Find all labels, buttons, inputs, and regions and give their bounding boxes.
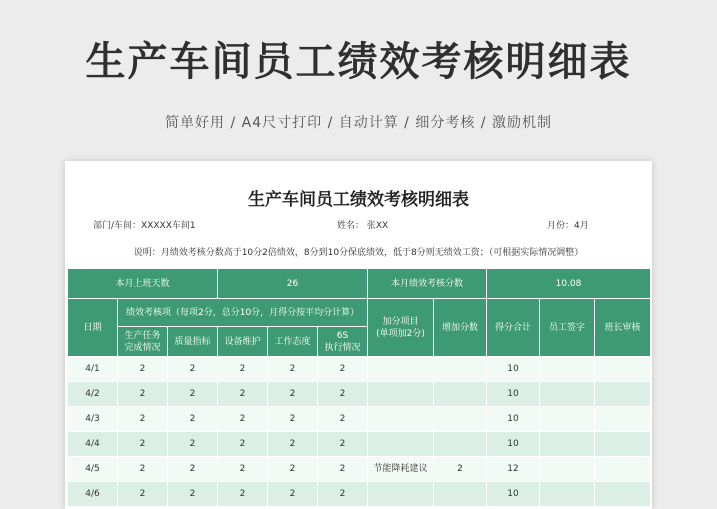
col-quality: 质量指标 [168,327,218,357]
cell-added[interactable] [434,407,487,432]
cell-date: 4/4 [68,432,118,457]
cell-added[interactable] [434,382,487,407]
col-bonus-item [368,299,434,357]
cell-quality[interactable]: 2 [168,457,218,482]
task-line-2: 完成情况 [124,342,161,353]
cell-maintenance[interactable]: 2 [218,357,268,382]
cell-staff-sign[interactable] [540,482,595,507]
table-row [68,457,651,482]
table-row [68,482,651,507]
cell-attitude[interactable]: 2 [268,382,318,407]
cell-quality[interactable]: 2 [168,432,218,457]
cell-six-s[interactable]: 2 [318,407,368,432]
col-total: 得分合计 [487,299,540,357]
cell-added[interactable]: 2 [434,457,487,482]
cell-bonus-item[interactable] [368,407,434,432]
month-field: 月份：4月 [547,221,589,231]
cell-attitude[interactable]: 2 [268,457,318,482]
cell-leader-review[interactable] [595,457,651,482]
col-maintenance: 设备维护 [218,327,268,357]
cell-total: 10 [487,382,540,407]
cell-total: 10 [487,357,540,382]
cell-six-s[interactable]: 2 [318,457,368,482]
cell-staff-sign[interactable] [540,457,595,482]
cell-maintenance[interactable]: 2 [218,407,268,432]
col-six-s [318,327,368,357]
cell-bonus-item[interactable]: 节能降耗建议 [368,457,434,482]
cell-leader-review[interactable] [595,357,651,382]
cell-staff-sign[interactable] [540,382,595,407]
col-leader-review: 班长审核 [595,299,651,357]
cell-attitude[interactable]: 2 [268,482,318,507]
col-items-group: 绩效考核项（每项2分，总分10分，月得分按平均分计算） [118,299,368,327]
cell-date: 4/6 [68,482,118,507]
col-task [118,327,168,357]
table-row [68,432,651,457]
cell-staff-sign[interactable] [540,432,595,457]
days-label: 本月上班天数 [68,269,218,299]
cell-maintenance[interactable]: 2 [218,382,268,407]
score-value[interactable]: 10.08 [487,269,651,299]
score-label: 本月绩效考核分数 [368,269,487,299]
cell-quality[interactable]: 2 [168,482,218,507]
cell-total: 10 [487,482,540,507]
cell-added[interactable] [434,357,487,382]
sheet-note: 说明：月绩效考核分数高于10分2倍绩效，8分到10分保底绩效，低于8分则无绩效工资；（可根据实际情况调整） [133,248,584,258]
cell-six-s[interactable]: 2 [318,357,368,382]
page-subtitle: 简单好用 / A4尺寸打印 / 自动计算 / 细分考核 / 激励机制 [165,115,552,131]
cell-bonus-item[interactable] [368,432,434,457]
cell-bonus-item[interactable] [368,382,434,407]
cell-added[interactable] [434,482,487,507]
sheet-title: 生产车间员工绩效考核明细表 [248,190,469,210]
six-s-line-1: 6S [336,330,349,341]
cell-quality[interactable]: 2 [168,407,218,432]
cell-staff-sign[interactable] [540,357,595,382]
table-row [68,407,651,432]
cell-date: 4/3 [68,407,118,432]
cell-task[interactable]: 2 [118,432,168,457]
cell-quality[interactable]: 2 [168,357,218,382]
cell-task[interactable]: 2 [118,382,168,407]
cell-leader-review[interactable] [595,482,651,507]
sheet-preview [65,161,652,509]
days-value[interactable]: 26 [218,269,368,299]
cell-maintenance[interactable]: 2 [218,432,268,457]
cell-six-s[interactable]: 2 [318,432,368,457]
task-line-1: 生产任务 [124,330,161,341]
cell-attitude[interactable]: 2 [268,357,318,382]
cell-maintenance[interactable]: 2 [218,482,268,507]
cell-maintenance[interactable]: 2 [218,457,268,482]
cell-date: 4/5 [68,457,118,482]
col-attitude: 工作态度 [268,327,318,357]
cell-date: 4/1 [68,357,118,382]
col-date: 日期 [68,299,118,357]
col-added: 增加分数 [434,299,487,357]
page-title: 生产车间员工绩效考核明细表 [85,39,632,85]
header-row-1 [68,299,651,327]
cell-six-s[interactable]: 2 [318,382,368,407]
cell-six-s[interactable]: 2 [318,482,368,507]
department-field: 部门/车间：XXXXX车间1 [93,221,196,231]
cell-date: 4/2 [68,382,118,407]
cell-task[interactable]: 2 [118,407,168,432]
performance-table [67,268,651,507]
cell-total: 12 [487,457,540,482]
cell-bonus-item[interactable] [368,357,434,382]
cell-attitude[interactable]: 2 [268,432,318,457]
table-row [68,357,651,382]
cell-leader-review[interactable] [595,382,651,407]
cell-task[interactable]: 2 [118,457,168,482]
cell-task[interactable]: 2 [118,357,168,382]
cell-leader-review[interactable] [595,432,651,457]
cell-total: 10 [487,432,540,457]
col-staff-sign: 员工签字 [540,299,595,357]
six-s-line-2: 执行情况 [324,342,361,353]
cell-added[interactable] [434,432,487,457]
cell-task[interactable]: 2 [118,482,168,507]
name-field: 姓名： 张XX [337,221,389,231]
cell-attitude[interactable]: 2 [268,407,318,432]
cell-staff-sign[interactable] [540,407,595,432]
table-row [68,382,651,407]
summary-row [68,269,651,299]
cell-leader-review[interactable] [595,407,651,432]
cell-total: 10 [487,407,540,432]
cell-quality[interactable]: 2 [168,382,218,407]
bonus-line-2: (单项加2分) [376,328,425,339]
cell-bonus-item[interactable] [368,482,434,507]
bonus-line-1: 加分项目 [382,316,419,327]
